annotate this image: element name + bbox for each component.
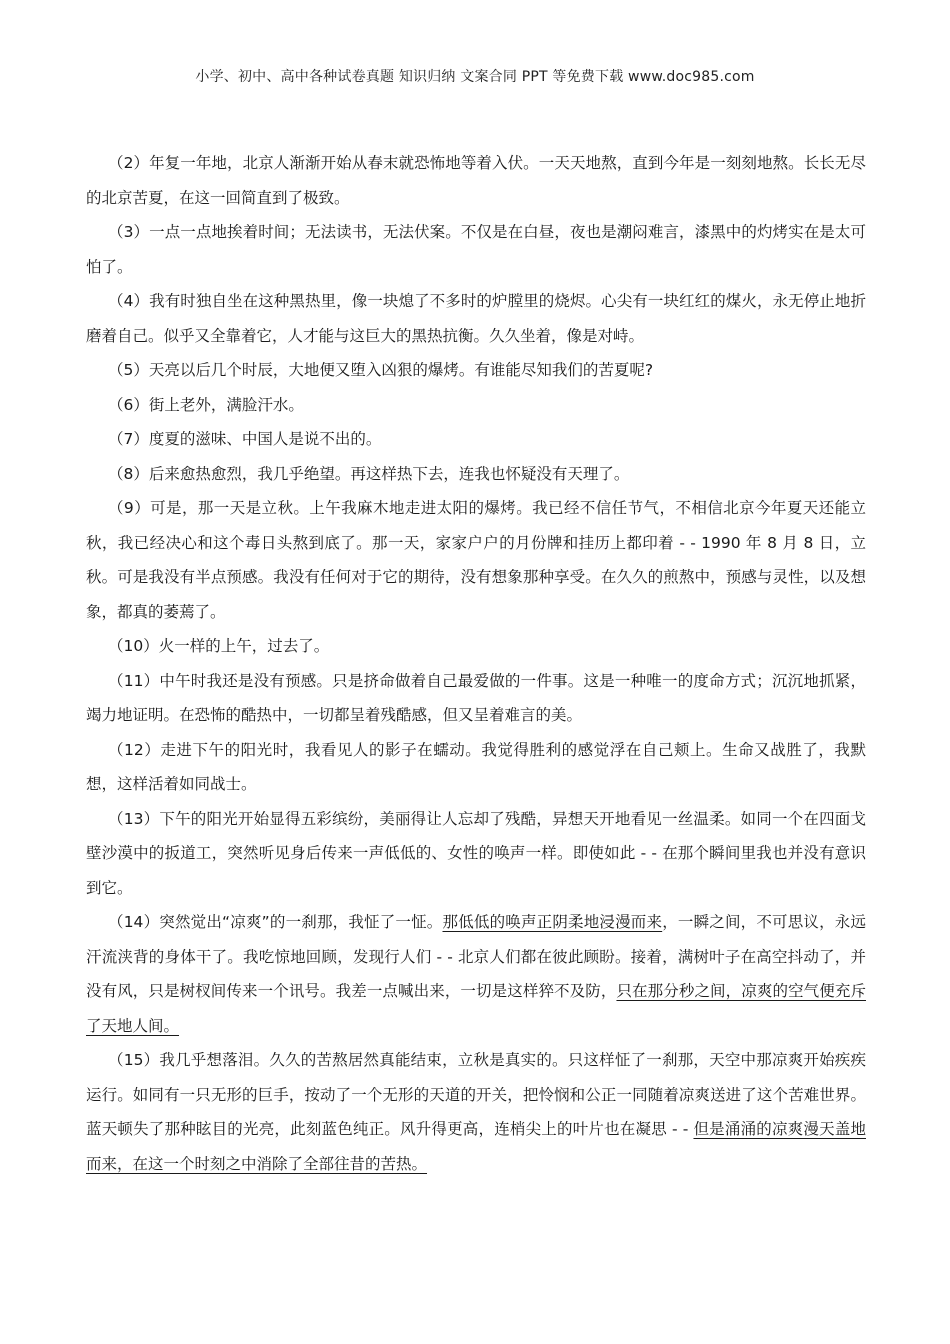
- paragraph-text: 一点一点地挨着时间；无法读书，无法伏案。不仅是在白昼，夜也是潮闷难言，漆黑中的灼烤实在是太可怕了。: [86, 223, 866, 276]
- paragraph-7: [86, 422, 866, 457]
- paragraph-14: [86, 905, 866, 1043]
- paragraph-number: （13）: [108, 809, 160, 828]
- paragraph-number: （5）: [108, 361, 149, 379]
- paragraph-number: （4）: [108, 292, 150, 310]
- paragraph-text: 我有时独自坐在这种黑热里，像一块熄了不多时的炉膛里的烧烬。心尖有一块红红的煤火，永无停止地折磨着自己。似乎又全靠着它，人才能与这巨大的黑热抗衡。久久坐着，像是对峙。: [86, 292, 866, 345]
- paragraph-text: 年复一年地，北京人渐渐开始从春末就恐怖地等着入伏。一天天地熬，直到今年是一刻刻地熬。长长无尽的北京苦夏，在这一回简直到了极致。: [86, 154, 866, 207]
- paragraph-text: 后来愈热愈烈，我几乎绝望。再这样热下去，连我也怀疑没有天理了。: [148, 464, 630, 483]
- paragraph-10: [86, 629, 866, 664]
- paragraph-6: [86, 388, 866, 423]
- underlined-sentence: 只在那分秒之间，凉爽的空气便充斥了天地人间。: [86, 982, 866, 1035]
- article-body: [86, 146, 866, 1181]
- paragraph-text: 中午时我还是没有预感。只是挤命做着自己最爱做的一件事。这是一种唯一的度命方式；沉沉地抓紧，竭力地证明。在恐怖的酷热中，一切都呈着残酷感，但又呈着难言的美。: [86, 671, 866, 724]
- paragraph-3: [86, 215, 866, 284]
- paragraph-text: 街上老外，满脸汗水。: [148, 395, 304, 414]
- paragraph-number: （8）: [108, 464, 149, 483]
- paragraph-15: [86, 1043, 866, 1181]
- paragraph-number: （3）: [108, 223, 150, 241]
- paragraph-text: 下午的阳光开始显得五彩缤纷，美丽得让人忘却了残酷，异想天开地看见一丝温柔。如同一个在四面戈壁沙漠中的扳道工，突然听见身后传来一声低低的、女性的唤声一样。即使如此 - - 在那个瞬间里我也并没有意识到它。: [86, 809, 866, 897]
- paragraph-text: 天亮以后几个时辰，大地便又堕入凶狠的爆烤。有谁能尽知我们的苦夏呢?: [148, 361, 654, 379]
- paragraph-4: [86, 284, 866, 353]
- paragraph-11: [86, 664, 866, 733]
- paragraph-text: ，一瞬之间，不可思议，永远汗流浃背的身体干了。我吃惊地回顾，发现行人们 - - 北京人们都在彼此顾盼。接着，满树叶子在高空抖动了，并没有风，只是树杈间传来一个讯号。我差一点喊出来，一切是这样猝不及防，: [86, 913, 866, 1000]
- paragraph-number: （7）: [108, 430, 149, 448]
- underlined-sentence: 那低低的唤声正阴柔地浸漫而来: [442, 913, 663, 931]
- paragraph-number: （9）: [108, 499, 151, 517]
- paragraph-9: [86, 491, 866, 629]
- paragraph-8: [86, 457, 866, 492]
- paragraph-text: 走进下午的阳光时，我看见人的影子在蠕动。我觉得胜利的感觉浮在自己颊上。生命又战胜了，我默想，这样活着如同战士。: [86, 740, 866, 793]
- paragraph-text: 我几乎想落泪。久久的苦熬居然真能结束，立秋是真实的。只这样怔了一刹那，天空中那凉爽开始疾疾运行。如同有一只无形的巨手，按动了一个无形的天道的开关，把怜悯和公正一同随着凉爽送进了这个苦难世界。蓝天顿失了那种眩目的光亮，此刻蓝色纯正。风升得更高，连梢尖上的叶片也在凝思 - -: [86, 1051, 866, 1138]
- underlined-sentence: 但是涌涌的凉爽漫天盖地而来，在这一个时刻之中消除了全部往昔的苦热。: [86, 1120, 866, 1173]
- paragraph-number: （6）: [108, 395, 149, 414]
- page-header: 小学、初中、高中各种试卷真题 知识归纳 文案合同 PPT 等免费下载 www.doc985.com: [195, 69, 755, 85]
- paragraph-text: 可是，那一天是立秋。上午我麻木地走进太阳的爆烤。我已经不信任节气，不相信北京今年夏天还能立秋，我已经决心和这个毒日头熬到底了。那一天，家家户户的月份牌和挂历上都印着 - - 1990 年 8 月 8 日，立秋。可是我没有半点预感。我没有任何对于它的期待，没有想象那种享受。在久久的煎熬中，预感与灵性，以及想象，都真的萎蔫了。: [86, 499, 866, 621]
- paragraph-text: 度夏的滋味、中国人是说不出的。: [148, 430, 382, 448]
- paragraph-2: [86, 146, 866, 215]
- paragraph-number: （2）: [108, 154, 150, 172]
- paragraph-text: 突然觉出“凉爽”的一刹那，我怔了一怔。: [159, 913, 443, 931]
- paragraph-number: （12）: [108, 740, 161, 759]
- paragraph-number: （14）: [108, 913, 160, 931]
- paragraph-number: （10）: [108, 637, 159, 655]
- paragraph-text: 火一样的上午，过去了。: [158, 637, 330, 655]
- paragraph-number: （11）: [108, 671, 160, 690]
- paragraph-number: （15）: [108, 1051, 160, 1069]
- paragraph-5: [86, 353, 866, 388]
- paragraph-13: [86, 802, 866, 906]
- paragraph-12: [86, 733, 866, 802]
